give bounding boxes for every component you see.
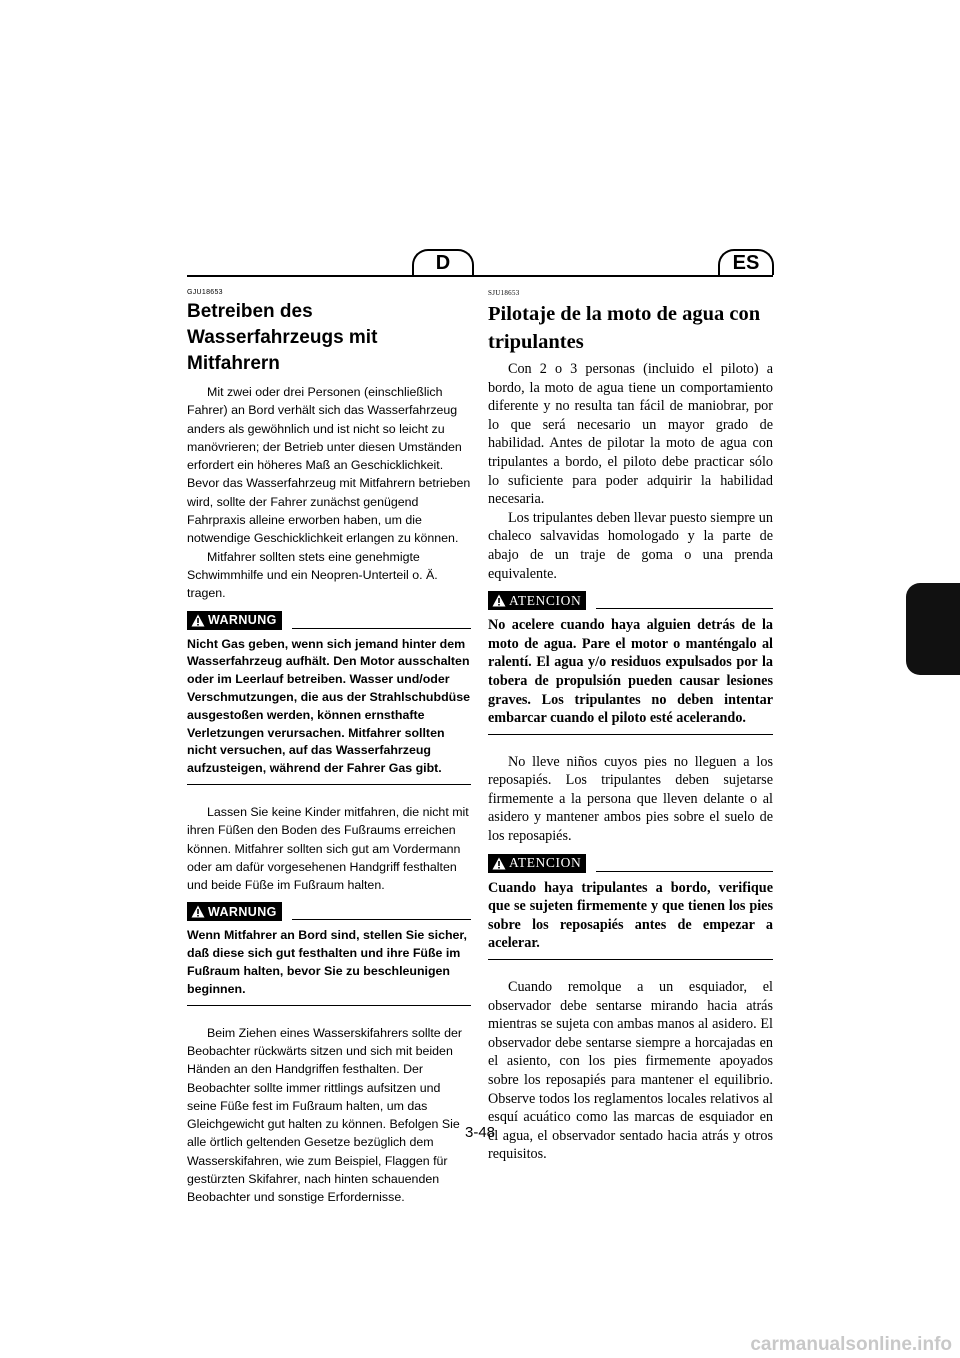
section-code: SJU18653 xyxy=(488,289,520,297)
warning-rule xyxy=(292,628,471,629)
warning-label: ATENCION xyxy=(509,592,582,608)
warning-badge xyxy=(187,611,282,630)
warning-end-rule xyxy=(187,784,471,785)
warning-badge xyxy=(488,591,586,610)
warning-label: WARNUNG xyxy=(208,904,277,919)
paragraph: Con 2 o 3 personas (incluido el piloto) a bordo, la moto de agua tiene un comportamiento diferente y no resulta tan fácil de maniobrar, por lo que será necesario un mayor grado de habilidad. Antes de pilotar la moto de agua con tripulantes a bordo, el piloto debe practicar sólo lo suficiente para poder adquirir la habilidad necesaria. xyxy=(488,361,773,508)
section-title: Betreiben des Wasserfahrzeugs mit Mitfahrern xyxy=(187,301,378,374)
warning-text: Cuando haya tripulantes a bordo, verifique que se sujeten firmemente y que tienen los pies sobre los reposapiés antes de empezar a acelerar. xyxy=(488,879,773,952)
warning-text: Nicht Gas geben, wenn sich jemand hinter dem Wasserfahrzeug aufhält. Den Motor ausschalten oder im Leerlauf betreiben. Wasser und/oder Verschmutzungen, die aus der Strahlschubdüse ausgestoßen werden, können ernsthafte Verletzungen verursachen. Mitfahrer sollten nicht versuchen, auf das Wasserfahrzeug aufzusteigen, während der Fahrer Gas gibt. xyxy=(187,636,470,776)
chapter-side-tab xyxy=(906,583,960,675)
warning-label: ATENCION xyxy=(509,855,582,871)
paragraph: Cuando remolque a un esquiador, el observador debe sentarse mirando hacia atrás mientras se sujeta con ambas manos al asidero. El observador debe sentarse siempre a horcajadas en el asiento, con los pies firmemente apoyados sobre los reposapiés para mantener el equilibrio. Observe todos los reglamentos locales relativos al esquí acuático como las marcas de esquiador en el agua, el observador sentado hacia atrás y otros requisitos. xyxy=(488,979,773,1163)
paragraph: Beim Ziehen eines Wasserskifahrers sollte der Beobachter rückwärts sitzen und sich mit beiden Händen an den Handgriffen festhalten. Der Beobachter sollte immer rittlings aufsitzen und seine Füße fest im Fußraum halten, um das Gleichgewicht gut halten zu können. Befolgen Sie alle örtlich geltenden Gesetze bezüglich dem Wasserskifahren, wie zum Beispiel, Flaggen für gestürzten Skifahrer, nach hinten schauenden Beobachter und sonstige Erfordernisse. xyxy=(187,1025,463,1205)
paragraph: No lleve niños cuyos pies no lleguen a los reposapiés. Los tripulantes deben sujetarse firmemente a la persona que lleven delante o al asidero y mantener ambos pies sobre el suelo de los reposapiés. xyxy=(488,753,773,845)
paragraph: Lassen Sie keine Kinder mitfahren, die nicht mit ihren Füßen den Boden des Fußraums erreichen können. Mitfahrer sollten sich gut am Vordermann oder am dafür vorgesehenen Handgriff festhalten und beide Füße im Fußraum halten. xyxy=(187,804,469,893)
warning-header xyxy=(488,854,773,873)
german-column xyxy=(187,289,471,1207)
warning-triangle-icon xyxy=(191,905,205,918)
warning-rule xyxy=(596,608,773,609)
watermark: carmanualsonline.info xyxy=(750,1334,952,1355)
warning-text: No acelere cuando haya alguien detrás de la moto de agua. Pare el motor o manténgalo al ralentí. El agua y/o residuos expulsados por la tobera de propulsión pueden causar lesiones graves. Los tripulantes no deben intentar embarcar cuando el piloto esté acelerando. xyxy=(488,617,773,727)
page-number: 3-48 xyxy=(464,1124,496,1141)
warning-header xyxy=(187,902,471,921)
warning-end-rule xyxy=(488,734,773,735)
warning-triangle-icon xyxy=(191,614,205,627)
warning-triangle-icon xyxy=(492,857,506,870)
warning-header xyxy=(187,611,471,630)
header-rule xyxy=(187,275,773,277)
paragraph: Los tripulantes deben llevar puesto siempre un chaleco salvavidas homologado y la parte de abajo de un traje de goma o una prenda equivalente. xyxy=(488,509,773,582)
warning-end-rule xyxy=(488,959,773,960)
warning-header xyxy=(488,591,773,610)
language-tab-german: D xyxy=(412,249,474,275)
warning-end-rule xyxy=(187,1005,471,1006)
spanish-column xyxy=(488,289,773,1164)
warning-text: Wenn Mitfahrer an Bord sind, stellen Sie sicher, daß diese sich gut festhalten und ihre Füße im Fußraum halten, bevor Sie zu beschleunigen beginnen. xyxy=(187,928,468,996)
warning-rule xyxy=(596,871,773,872)
warning-badge xyxy=(488,854,586,873)
warning-label: WARNUNG xyxy=(208,613,277,628)
warning-rule xyxy=(292,919,471,920)
paragraph: Mitfahrer sollten stets eine genehmigte Schwimmhilfe und ein Neopren-Unterteil o. Ä. tragen. xyxy=(187,549,438,601)
warning-triangle-icon xyxy=(492,594,506,607)
paragraph: Mit zwei oder drei Personen (einschließlich Fahrer) an Bord verhält sich das Wasserfahrzeug anders als gewöhnlich und ist nicht so leicht zu manövrieren; der Betrieb unter diesen Umständen erfordert ein höheres Maß an Geschicklichkeit. Bevor das Wasserfahrzeug mit Mitfahrern betrieben wird, sollte der Fahrer zunächst genügend Fahrpraxis alleine erworben haben, um die notwendige Geschicklichkeit erlangen zu können. xyxy=(187,385,471,546)
warning-badge xyxy=(187,902,282,921)
section-title: Pilotaje de la moto de agua con tripulantes xyxy=(488,303,761,353)
section-code: GJU18653 xyxy=(187,289,223,296)
language-tab-spanish: ES xyxy=(718,249,774,275)
